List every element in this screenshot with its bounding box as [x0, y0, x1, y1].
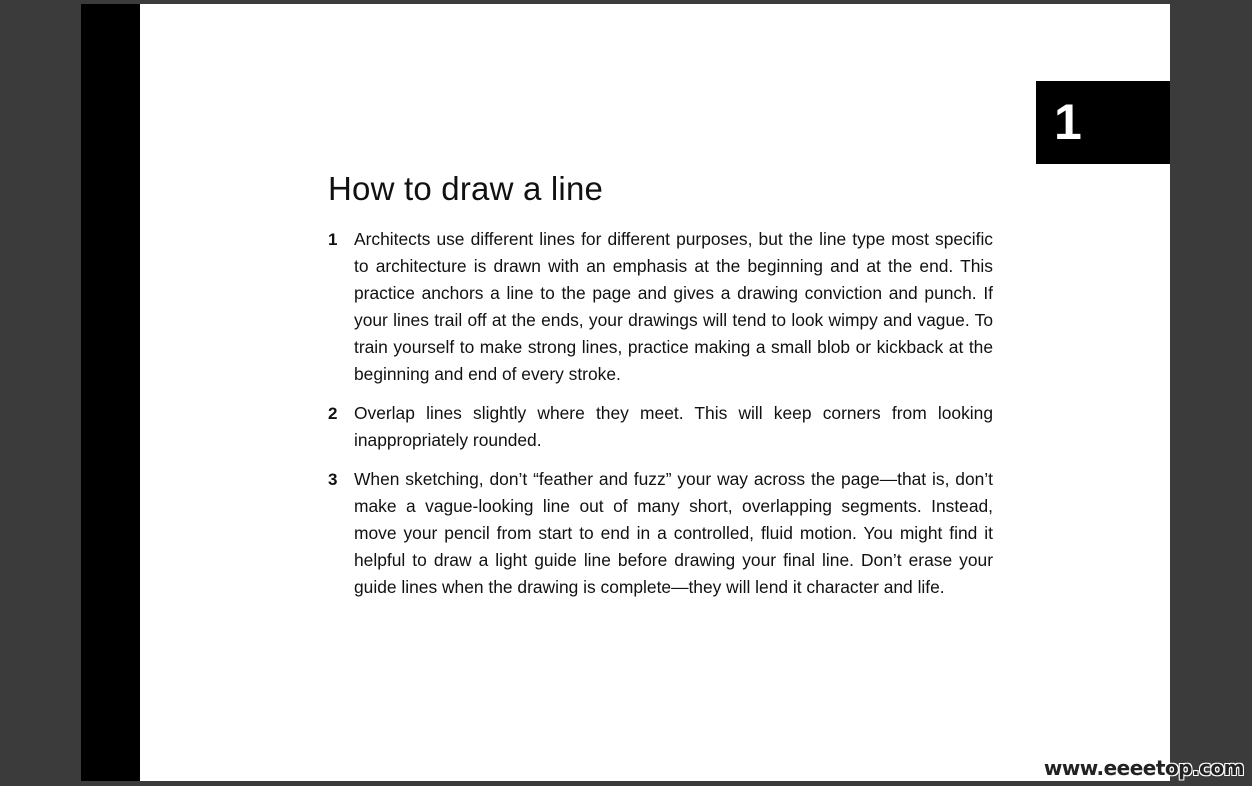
- list-item: [328, 466, 993, 601]
- chapter-number: 1: [1054, 94, 1082, 150]
- list-item-text: When sketching, don’t “feather and fuzz” your way across the page—that is, don’t make a vague-looking line out of many short, overlapping segments. Instead, move your pencil from start to end in a controlled, fluid motion. You might find it helpful to draw a light guide line before drawing your final line. Don’t erase your guide lines when the drawing is complete—they will lend it character and life.: [354, 469, 993, 597]
- list-item-number: 2: [328, 404, 338, 423]
- watermark: www.eeeetop.com: [1043, 756, 1244, 780]
- document-page: [81, 4, 1170, 781]
- list-item: [328, 226, 993, 388]
- section-title: How to draw a line: [328, 170, 604, 207]
- list-item-number: 1: [328, 230, 338, 249]
- list-item-text: Overlap lines slightly where they meet. This will keep corners from looking inappropriately rounded.: [354, 403, 993, 450]
- list-item-number: 3: [328, 470, 338, 489]
- list-item-text: Architects use different lines for different purposes, but the line type most specific to architecture is drawn with an emphasis at the beginning and at the end. This practice anchors a line to the page and gives a drawing conviction and punch. If your lines trail off at the ends, your drawings will tend to look wimpy and vague. To train yourself to make strong lines, practice making a small blob or kickback at the beginning and end of every stroke.: [354, 229, 993, 384]
- page-left-bar: [81, 4, 140, 781]
- instruction-list: [328, 226, 993, 613]
- list-item: [328, 400, 993, 454]
- chapter-tab: [1036, 81, 1170, 164]
